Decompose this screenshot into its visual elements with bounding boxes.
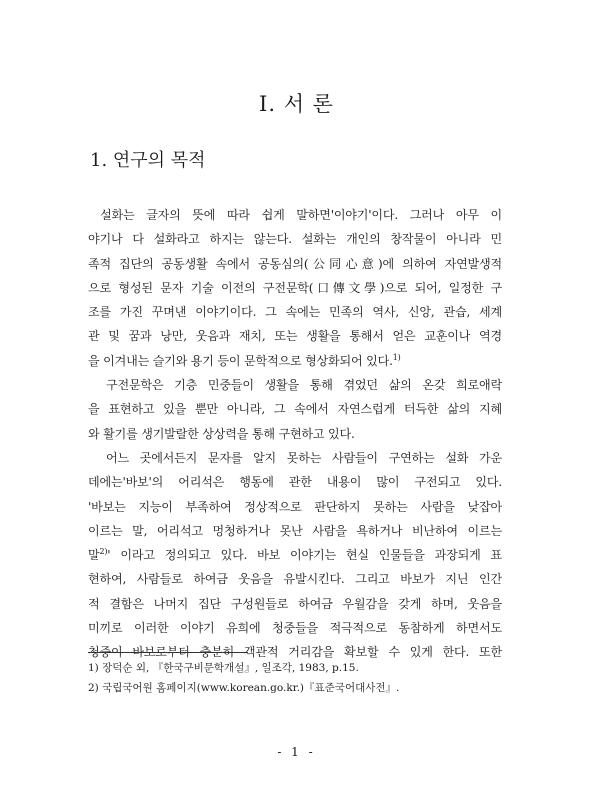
footnote-1: 1) 장덕순 외, 『한국구비문학개설』, 일조각, 1983, p.15. xyxy=(88,662,359,674)
text-line-with-footnote xyxy=(88,349,502,373)
footnote-ref: 1) xyxy=(392,352,401,362)
text-line: 족적 집단의 공동생활 속에서 공동심의(公同心意)에 의하여 자연발생적 xyxy=(88,256,502,271)
text-line: 와 활기를 생기발랄한 상상력을 통해 구현하고 있다. xyxy=(88,426,355,441)
body-text xyxy=(88,203,502,665)
paragraph-2 xyxy=(88,373,502,446)
footnote-divider xyxy=(88,652,248,653)
text-line: 청중이 바보로부터 충분히 객관적 거리감을 확보할 수 있게 한다. 또한 xyxy=(88,645,502,660)
text-line: 관 및 꿈과 낭만, 웃음과 재치, 또는 생활을 통해서 얻은 교훈이나 역경 xyxy=(88,329,502,344)
text-line: 적 결함은 나머지 집단 구성원들로 하여금 우월감을 갖게 하며, 웃음을 xyxy=(88,596,502,611)
text-line: 설화는 글자의 뜻에 따라 쉽게 말하면'이야기'이다. 그러나 아무 이 xyxy=(100,208,502,222)
paragraph-1 xyxy=(88,203,502,373)
footnotes xyxy=(88,658,508,698)
text-line: 현하여, 사람들로 하여금 웃음을 유발시킨다. 그리고 바보가 지닌 인간 xyxy=(88,572,502,587)
footnote-ref: 2) xyxy=(99,547,108,557)
text-line: 을 표현하고 있을 뿐만 아니라, 그 속에서 자연스럽게 터득한 삶의 지혜 xyxy=(88,402,502,417)
text-line-content: 을 이겨내는 슬기와 용기 등이 문학적으로 형상화되어 있다. xyxy=(88,353,393,368)
text-line-prefix: 말 xyxy=(88,548,100,563)
footnote-2: 2) 국립국어원 홈페이지(www.korean.go.kr.)『표준국어대사전』. xyxy=(88,682,400,694)
text-line: 구전문학은 기층 민중들이 생활을 통해 겪었던 삶의 온갖 희로애락 xyxy=(106,378,502,393)
paragraph-3 xyxy=(88,446,502,665)
text-line: 미끼로 이러한 이야기 유희에 청중들을 적극적으로 동참하게 하면서도 xyxy=(88,621,502,636)
chapter-title: Ⅰ. 서 론 xyxy=(259,92,334,116)
text-line: 으로 형성된 문자 기술 이전의 구전문학(口傳文學)으로 되어, 일정한 구 xyxy=(88,280,502,295)
section-title: 1. 연구의 목적 xyxy=(90,150,206,171)
text-line: 조를 가진 꾸며낸 이야기이다. 그 속에는 민족의 역사, 신앙, 관습, 세계 xyxy=(88,305,502,320)
text-line: 이르는 말, 어리석고 멍청하거나 못난 사람을 욕하거나 비난하여 이르는 xyxy=(88,523,502,538)
text-line-with-footnote xyxy=(88,543,502,567)
page-number: - 1 - xyxy=(277,745,316,759)
text-line-content: ' 이라고 정의되고 있다. 바보 이야기는 현실 인물들을 과장되게 표 xyxy=(107,548,502,563)
text-line: 야기나 다 설화라고 하지는 않는다. 설화는 개인의 창작물이 아니라 민 xyxy=(88,232,502,247)
text-line: 데에는'바보'의 어리석은 행동에 관한 내용이 많이 구전되고 있다. xyxy=(88,475,502,490)
text-line: '바보는 지능이 부족하여 정상적으로 판단하지 못하는 사람을 낮잡아 xyxy=(88,499,502,514)
text-line: 어느 곳에서든지 문자를 알지 못하는 사람들이 구연하는 설화 가운 xyxy=(106,450,502,465)
